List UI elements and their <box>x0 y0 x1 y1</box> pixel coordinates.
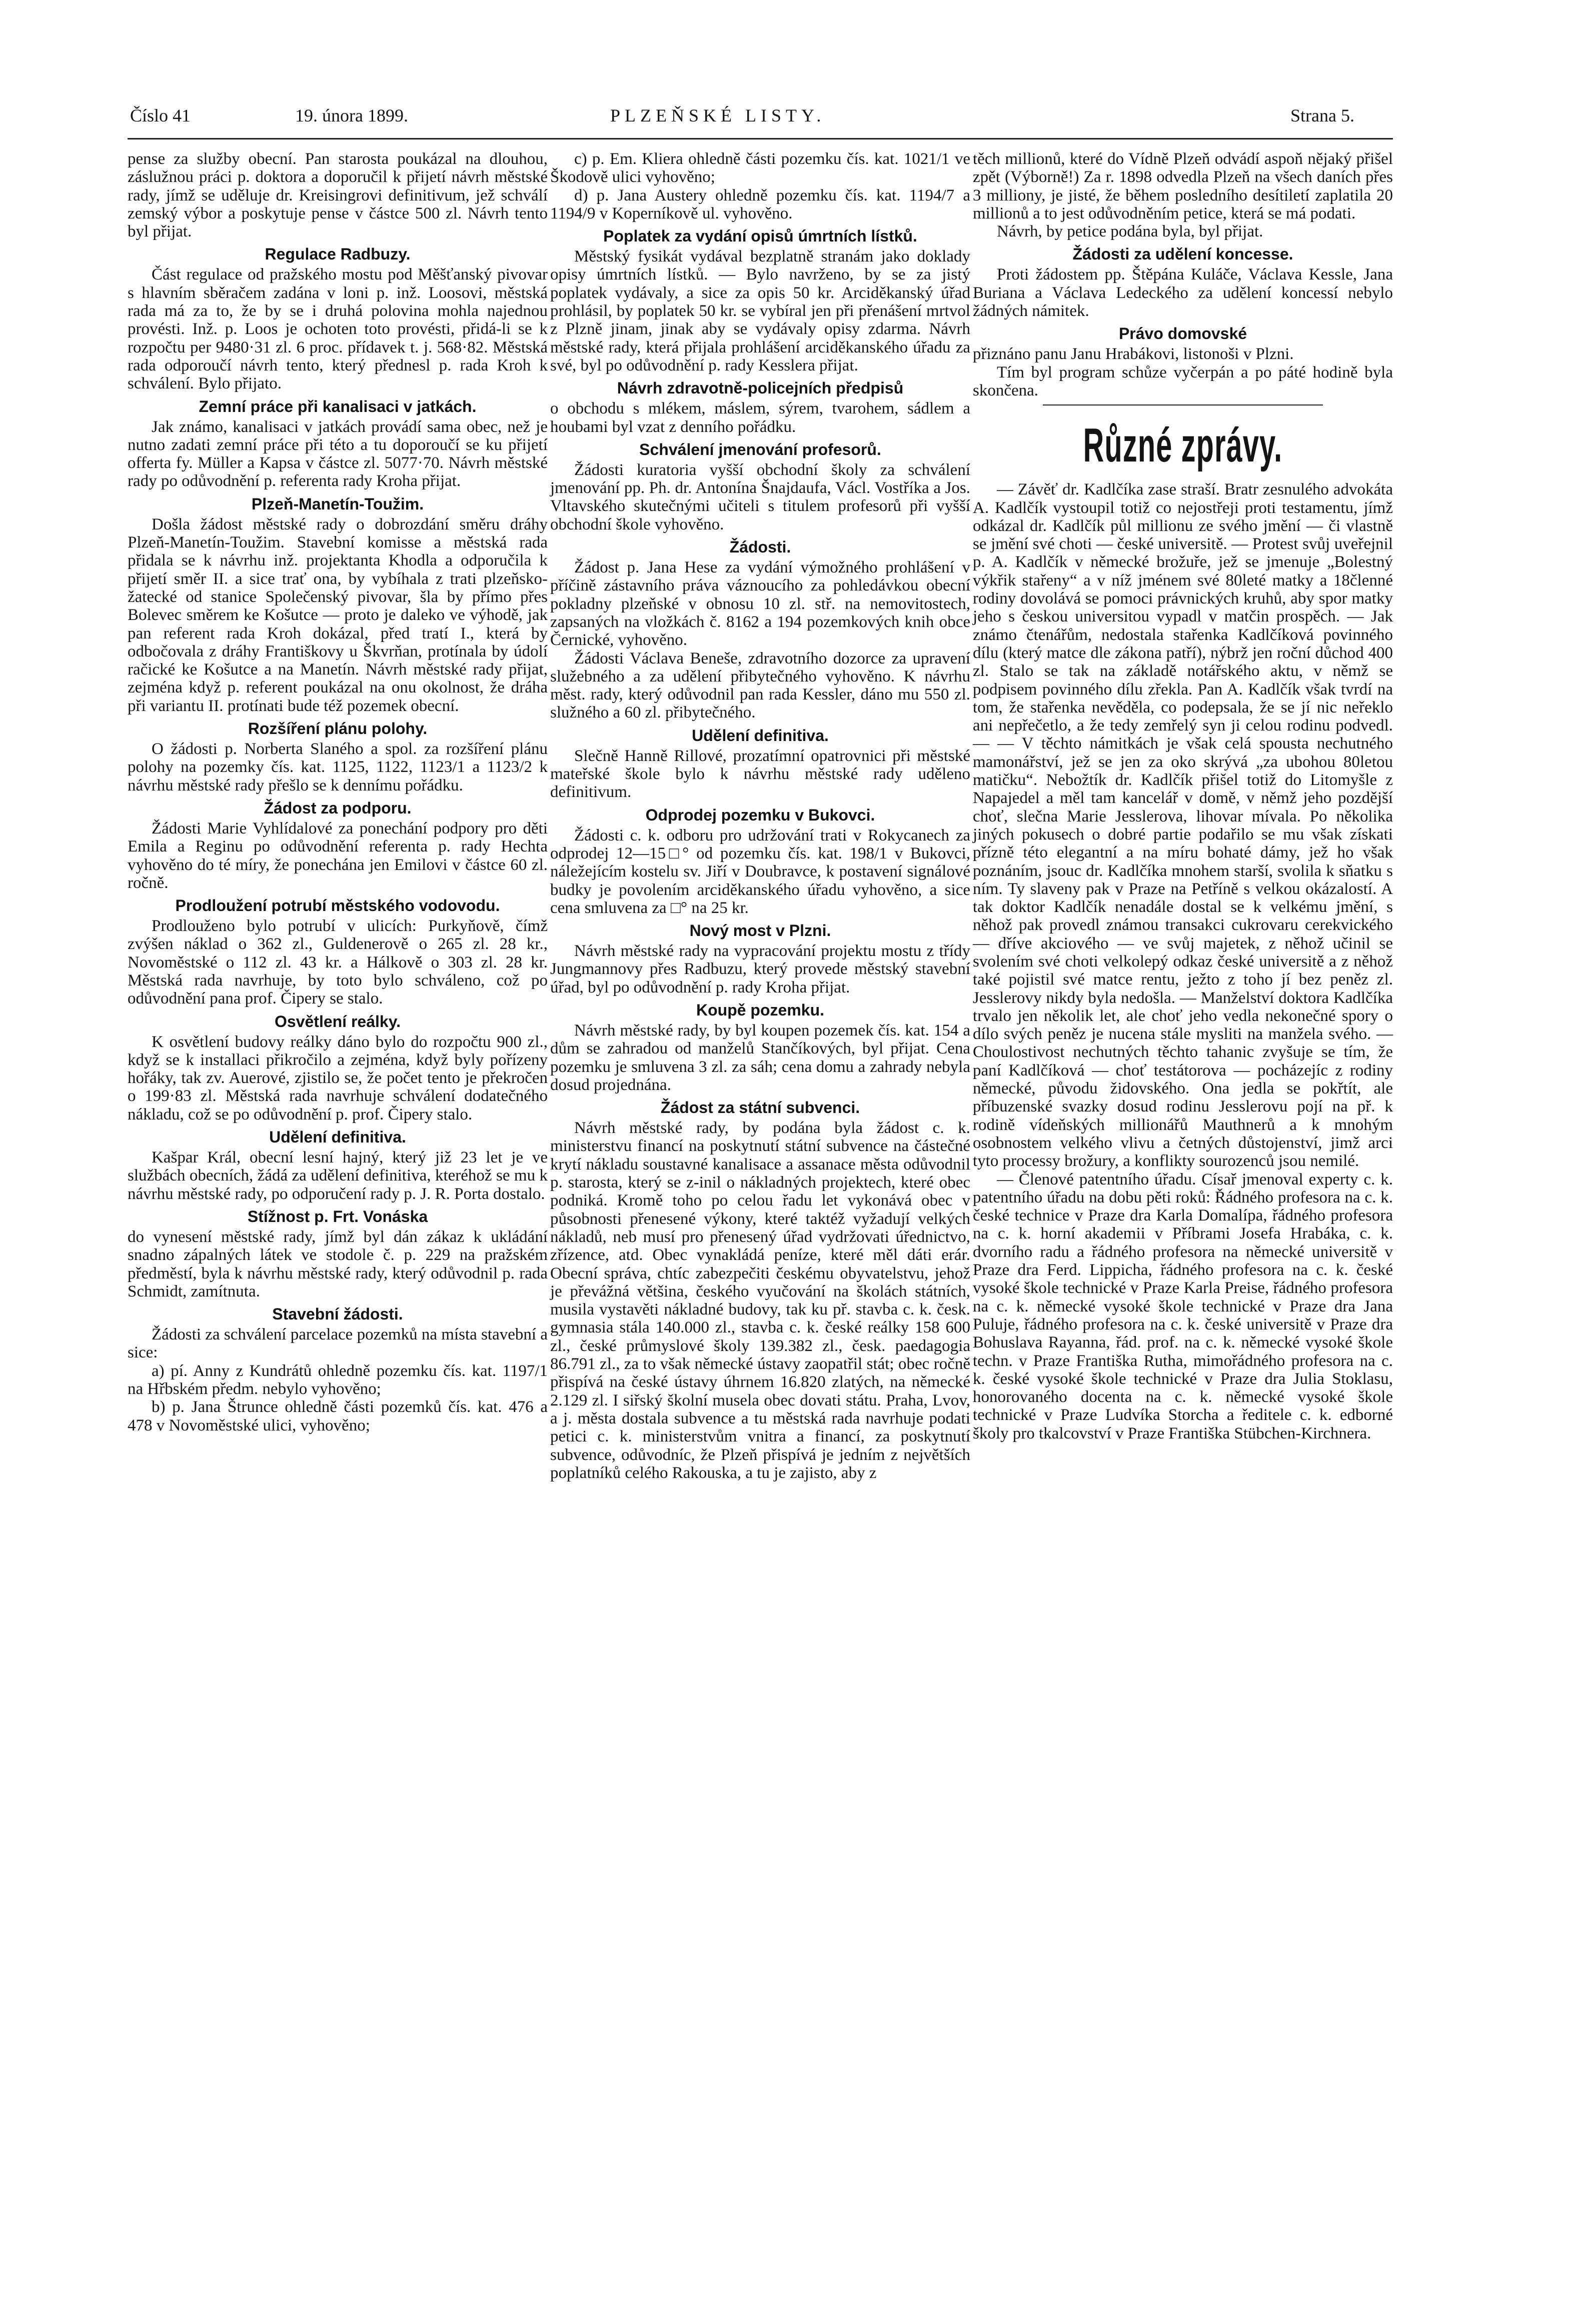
section-title-large: Různé zprávy. <box>1083 418 1283 472</box>
paragraph: Kašpar Král, obecní lesní hajný, který již 23 let je ve službách obecních, žádá za udělení definitiva, kteréhož se mu k návrhu městské rady, po odporučení rady p. J. R. Porta dostalo. <box>128 1148 548 1203</box>
section-heading: Rozšíření plánu polohy. <box>248 720 428 738</box>
divider <box>1043 404 1323 406</box>
paragraph: Návrh městské rady, by podána byla žádost c. k. ministerstvu financí na poskytnutí státní subvence na částečné krytí nákladu soustavné kanalisace a assanace města odůvodnil p. starosta, který se z-inil o nákladných projektech, které obec podniká. Kromě toho po celou řadu let vykonává obec v působnosti přenesené výkony, které taktéž vyžadují velkých nákladů, neb musí pro přenesený úřad vydržovati úřednictvo, zřízence, atd. Obec vynakládá peníze, které měl dáti erár. Obecní správa, chtíc zabezpečiti českému obyvatelstvu, jehož je převážná většina, českého vyučování na školách státních, musila vystavěti nákladné budovy, tak ku př. stavba c. k. česk. gymnasia stála 140.000 zl., stavba c. k. české reálky 158 600 zl., české průmyslové školy 139.382 zl., česk. paedagogia 86.791 zl., za to však německé ústavy zaopatřil stát; obec ročně přispívá na české ústavy úhrnem 16.820 zlatých, na německé 2.129 zl. I siřský školní musela obec dovati státu. Praha, Lvov, a j. města dostala subvence a tu městská rada navrhuje podati petici c. k. ministerstvům vnitra a financí, za poskytnutí subvence, odůvodníc, že Plzeň přispívá je jedním z největších poplatníků celého Rakouska, a tu je zajisto, aby z <box>550 1119 970 1482</box>
section-heading: Návrh zdravotně-policejních předpisů <box>617 379 904 398</box>
column-2 <box>550 150 970 1482</box>
section-heading: Stavební žádosti. <box>272 1305 403 1324</box>
paragraph: — Členové patentního úřadu. Císař jmenoval experty c. k. patentního úřadu na dobu pěti roků: Řádného profesora na c. k. české technice v Praze dra Karla Domalípa, řádného profesora na c. k. horní akademii v Příbrami Josefa Hrabáka, c. k. dvorního radu a řádného profesora na německé universitě v Praze dra Ferd. Lippicha, řádného profesora na c. k. české vysoké škole technické v Praze Karla Preise, řádného profesora na c. k. německé vysoké škole technické v Praze dra Jana Puluje, řádného profesora na c. k. české universitě v Praze dra Bohuslava Rayanna, řád. prof. na c. k. německé vysoké škole techn. v Praze Františka Rutha, mimořádného profesora na c. k. české vysoké škole technické v Praze dra Julia Stoklasu, honorovaného docenta na c. k. německé vysoké škole technické v Praze Ludvíka Storcha a ředitele c. k. edborné školy pro tkalcovství v Praze Františka Stübchen-Kirchnera. <box>973 1170 1393 1442</box>
paragraph: c) p. Em. Kliera ohledně části pozemku čís. kat. 1021/1 ve Škodově ulici vyhověno; <box>550 150 970 186</box>
section-heading: Žádost za podporu. <box>264 798 412 817</box>
section-heading: Nový most v Plzni. <box>689 922 831 940</box>
paragraph: pense za služby obecní. Pan starosta poukázal na dlouhou, záslužnou práci p. doktora a doporučil k přijetí návrh městské rady, jímž se uděluje dr. Kreisingrovi definitivum, jež schválí zemský výbor a poskytuje pense v částce 500 zl. Návrh tento byl přijat. <box>128 150 548 241</box>
paragraph: Žádosti za schválení parcelace pozemků na místa stavební a sice: <box>128 1326 548 1362</box>
page-number: Strana 5. <box>1290 106 1354 126</box>
paragraph: Žádosti Václava Beneše, zdravotního dozorce za upravení služebného a za udělení přibytečného vyhověno. K návrhu měst. rady, který odůvodnil pan rada Kessler, dáno mu 550 zl. služného a 60 zl. přibytečného. <box>550 649 970 722</box>
issue-date: 19. února 1899. <box>295 106 408 126</box>
paragraph: K osvětlení budovy reálky dáno bylo do rozpočtu 900 zl., když se k installaci přikročilo a zejména, když byly pořízeny hořáky, tak zv. Auerové, zjistilo se, že počet tento je překročen o 199·83 zl. Městská rada navrhuje schválení dodatečného nákladu, což se po odůvodnění p. prof. Čipery stalo. <box>128 1032 548 1124</box>
paragraph: o obchodu s mlékem, máslem, sýrem, tvarohem, sádlem a houbami byl vzat z denního pořádku. <box>550 400 970 436</box>
section-heading: Právo domovské <box>1118 324 1247 343</box>
paragraph: Proti žádostem pp. Štěpána Kuláče, Václava Kessle, Jana Buriana a Václava Ledeckého za udělení koncessí nebylo žádných námitek. <box>973 266 1393 320</box>
paragraph: Žádosti Marie Vyhlídalové za ponechání podpory pro děti Emila a Reginu po odůvodnění referenta p. rady Hechta vyhověno do té míry, že ponechána jen Emilovi v částce 60 zl. ročně. <box>128 819 548 892</box>
section-heading: Odprodej pozemku v Bukovci. <box>645 806 875 824</box>
paragraph: Návrh městské rady na vypracování projektu mostu z třídy Jungmannovy přes Radbuzu, který provede městský stavební úřad, byl po odůvodnění p. rady Kroha přijat. <box>550 942 970 996</box>
section-heading: Prodloužení potrubí městského vodovodu. <box>175 896 500 915</box>
paragraph: Návrh, by petice podána byla, byl přijat. <box>997 222 1263 241</box>
section-heading: Stížnost p. Frt. Vonáska <box>247 1207 428 1226</box>
paragraph: těch millionů, které do Vídně Plzeň odvádí aspoň nějaký přišel zpět (Výborně!) Za r. 1898 odvedla Plzeň na všech daních přes 3 milliony, je jisté, že během posledního desítiletí zaplatila 20 millionů a to jest odůvodněním petice, která se má podati. <box>973 150 1393 222</box>
header-rule <box>128 138 1393 140</box>
column-3 <box>973 150 1393 1442</box>
paragraph: a) pí. Anny z Kundrátů ohledně pozemku čís. kat. 1197/1 na Hřbském předm. nebylo vyhověno; <box>128 1362 548 1398</box>
section-heading: Poplatek za vydání opisů úmrtních lístků. <box>603 227 917 246</box>
section-heading: Regulace Radbuzy. <box>265 245 411 264</box>
paragraph: do vynesení městské rady, jímž byl dán zákaz k ukládání snadno zápalných látek ve stodole č. p. 229 na pražském předměstí, byla k návrhu městské rady, který odůvodnil p. rada Schmidt, zamítnuta. <box>128 1228 548 1300</box>
paragraph: Prodlouženo bylo potrubí v ulicích: Purkyňově, čímž zvýšen náklad o 362 zl., Guldenerově o 265 zl. 28 kr., Novoměstské o 112 zl. 43 kr. a Hálkově o 303 zl. 28 kr. Městská rada navrhuje, by toto bylo schváleno, což po odůvodnění pana prof. Čipery se stalo. <box>128 917 548 1008</box>
paragraph: d) p. Jana Austery ohledně pozemku čís. kat. 1194/7 a 1194/9 v Koperníkově ul. vyhověno. <box>550 186 970 222</box>
column-1 <box>128 150 548 1434</box>
section-heading: Schválení jmenování profesorů. <box>639 440 881 458</box>
newspaper-title: PLZEŇSKÉ LISTY. <box>610 106 826 126</box>
paragraph: Žádosti kuratoria vyšší obchodní školy za schválení jmenování pp. Ph. dr. Antonína Šnajdaufa, Václ. Vostříka a Jos. Vltavského skutečnými učiteli s titulem profesorů při vyšší obchodní škole vyhověno. <box>550 460 970 534</box>
section-heading: Udělení definitiva. <box>692 726 829 744</box>
section-heading: Udělení definitiva. <box>269 1128 406 1146</box>
section-heading: Žádosti. <box>729 538 791 556</box>
section-heading: Koupě pozemku. <box>696 1000 824 1019</box>
paragraph: Žádost p. Jana Hese za vydání výmožného prohlášení v příčině zástavního práva váznoucího za pohledávkou obecní pokladny plzeňské v obnosu 10 zl. stř. na nemovitostech, zapsaných na vložkách č. 8162 a 194 pozemkových knih obce Černické, vyhověno. <box>550 558 970 650</box>
paragraph: Městský fysikát vydával bezplatně stranám jako doklady opisy úmrtních lístků. — Bylo navrženo, by se za jistý poplatek vydávaly, a sice za opis 50 kr. Arciděkanský úřad prohlásil, by poplatek 50 kr. se vybíral jen při přenášení mrtvol z Plzně jinam, jinak aby se vydávaly opisy zdarma. Návrh městské rady, která přijala prohlášení arciděkanského úřadu za své, byl po odůvodnění p. rady Kesslera přijat. <box>550 248 970 374</box>
section-heading: Žádost za státní subvenci. <box>660 1098 860 1117</box>
paragraph: Slečně Hanně Rillové, prozatímní opatrovnici při městské mateřské škole bylo k návrhu městské rady uděleno definitivum. <box>550 746 970 802</box>
section-heading: Osvětlení reálky. <box>275 1012 401 1030</box>
paragraph: b) p. Jana Štrunce ohledně části pozemků čís. kat. 476 a 478 v Novoměstské ulici, vyhověno; <box>128 1398 548 1434</box>
paragraph: Část regulace od pražského mostu pod Měšťanský pivovar s hlavním sběračem zadána v loni p. inž. Loosovi, městská rada má za to, že by se i druhá polovina mohla najednou provésti. Inž. p. Loos je ochoten toto provésti, přidá-li se k rozpočtu per 9480·31 zl. 6 proc. přídavek t. j. 568·82. Městská rada odporoučí návrh tento, který přednesl p. rada Kroh k schválení. Bylo přijato. <box>128 266 548 393</box>
section-heading: Žádosti za udělení koncesse. <box>1072 245 1293 264</box>
paragraph: O žádosti p. Norberta Slaného a spol. za rozšíření plánu polohy na pozemky čís. kat. 1125, 1122, 1123/1 a 1123/2 k návrhu městské rady přešlo se k dennímu pořádku. <box>128 740 548 794</box>
page-header <box>130 105 1390 135</box>
paragraph: — Závěť dr. Kadlčíka zase straší. Bratr zesnulého advokáta A. Kadlčík vystoupil totiž co nejostřeji proti testamentu, jímž odkázal dr. Kadlčík půl millionu ze svého jmění — či vlastně se jmění své choti — české universitě. — Protest svůj uveřejnil p. A. Kadlčík v německé brožuře, jež se jmenuje „Bolestný výkřik stařeny“ a v níž jménem své 80leté matky a 18členné rodiny dovolává se pomoci právnických kruhů, aby spor matky jeho s českou universitou vypadl v matčin prospěch. — Jak známo čtenářům, nedostala stařenka Kadlčíková povinného dílu (který matce dle zákona patří), nýbrž jen roční důchod 400 zl. Stalo se tak na základě notářského aktu, v němž se podpisem povinného dílu zřekla. Pan A. Kadlčík však tvrdí na tom, že stařenka nevěděla, co podepsala, že se jí nic neřeklo ani nepřečetlo, a že tedy zemřelý syn ji celou rodinu podvedl. — — V těchto námitkách je však celá spousta nechutného mamonářství, jež se jen za oko skrývá „za ubohou 80letou matičku“. Nebožtík dr. Kadlčík přišel totiž do Litomyšle z Napajedel a měl tam kancelář v domě, v němž jeho pozdější choť, slečna Marie Jesslerova, lihovar mívala. Po několika jiných pokusech o dobré partie podařilo se mu však získati přízně této elegantní a na míru bohaté dámy, jež ho však poznáním, jsouc dr. Kadlčíka mnohem starší, svolila k sňatku s ním. Ty slaveny pak v Praze na Petříně s velkou okázalostí. A tak doktor Kadlčík nenadále dostal se k velkému jmění, s něhož pak provedl známou transakci cukrovaru cerekvického — dříve akciového — ve svůj majetek, z něhož učinil se svolením své choti velkolepý odkaz české universitě a z něhož také pojistil své matce rentu, ježto z toho jí bez peněz zl. Jesslerovy nikdy byla nedošla. — Manželství doktora Kadlčíka trvalo jen několik let, ale choť jeho vedla nekonečné spory o dílo svých peněz je nucena stále mysliti na manžela svého. — Choulostivost nechutných těchto tahanic zvyšuje se tím, že paní Kadlčíková — choť testátorova — pocházejíc z rodiny německé, původu židovského. Ona jedla se pokřtít, ale příbuzenské svazky dosud rodinu Jesslerovu pojí na př. k rodině vídeňských millionářů Mauthnerů a k mnohým osobnostem velkého vlivu a četných důstojenství, jimž arci tyto processy brožury, a konflikty sourozenců jsou nemilé. <box>973 480 1393 1170</box>
issue-number: Číslo 41 <box>130 106 191 126</box>
section-heading: Zemní práce při kanalisaci v jatkách. <box>199 397 477 416</box>
paragraph: Jak známo, kanalisaci v jatkách provádí sama obec, než je nutno zadati zemní práce při této a tu doporoučí se ku přijetí offerta fy. Müller a Kapsa v částce zl. 5077·70. Návrh městské rady po odůvodnění p. referenta rady Kroha přijat. <box>128 418 548 490</box>
section-heading: Plzeň-Manetín-Toužim. <box>251 494 424 513</box>
paragraph: Tím byl program schůze vyčerpán a po páté hodině byla skončena. <box>973 363 1393 400</box>
paragraph: Návrh městské rady, by byl koupen pozemek čís. kat. 154 a dům se zahradou od manželů Stančíkových, byl přijat. Cena pozemku je smluvena 3 zl. za sáh; cena domu a zahrady nebyla dosud projednána. <box>550 1021 970 1094</box>
paragraph: Žádosti c. k. odboru pro udržování trati v Rokycanech za odprodej 12—15□° od pozemku čís. kat. 198/1 v Bukovci, náležejícím kostelu sv. Jiří v Doubravce, k postavení signálové budky je povolením arciděkanského úřadu vyhověno, a sice cena smluvena za □° na 25 kr. <box>550 826 970 917</box>
paragraph: Došla žádost městské rady o dobrozdání směru dráhy Plzeň-Manetín-Toužim. Stavební komisse a městská rada přidala se k návrhu inž. projektanta Khodla a odporučila k přijetí směr II. a sice trať ona, by vybíhala z trati plzeňsko-žatecké od stanice Společenský pivovar, šla by přímo přes Bolevec směrem ke Košutce — proto je daleko ve výhodě, jak pan referent rada Kroh dokázal, před tratí I., která by odbočovala z dráhy Františkovy u Škvrňan, protínala by údolí račické ke Košutce a na Manetín. Návrh městské rady přijat, zejména když p. referent poukázal na onu okolnost, že dráha při variantu II. protínati bude též pozemek obecní. <box>128 515 548 715</box>
paragraph: přiznáno panu Janu Hrabákovi, listonoši v Plzni. <box>973 345 1294 364</box>
